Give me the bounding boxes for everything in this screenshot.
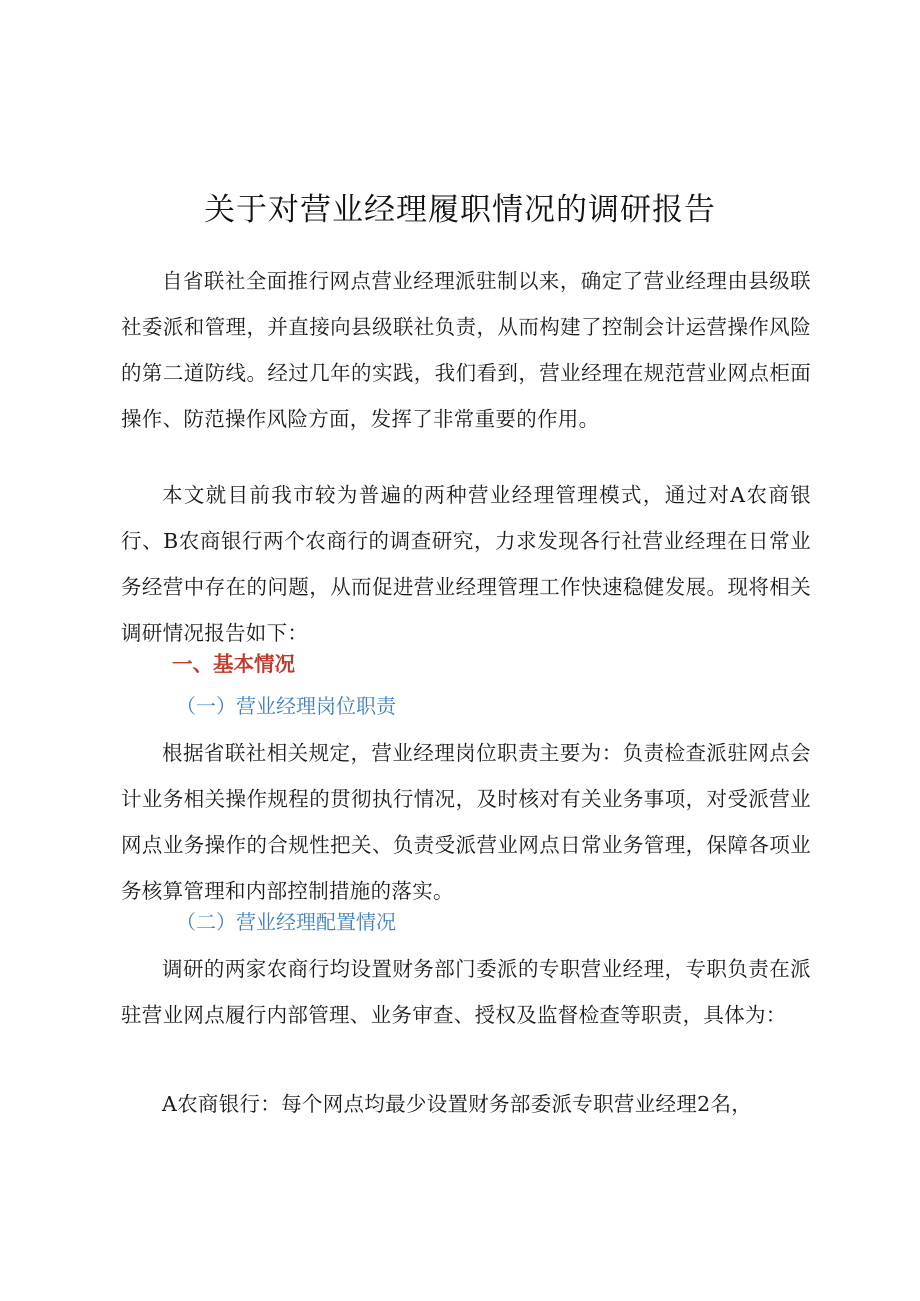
subsection-heading-staffing: （二）营业经理配置情况	[176, 910, 396, 934]
paragraph-duties: 根据省联社相关规定，营业经理岗位职责主要为：负责检查派驻网点会计业务相关操作规程的贯彻执行情况，及时核对有关业务事项，对受派营业网点业务操作的合规性把关、负责受派营业网点日常业务管理，保障各项业务核算管理和内部控制措施的落实。	[121, 741, 811, 903]
section-heading-basic-situation: 一、基本情况	[172, 652, 295, 676]
paragraph-intro: 自省联社全面推行网点营业经理派驻制以来，确定了营业经理由县级联社委派和管理，并直接向县级联社负责，从而构建了控制会计运营操作风险的第二道防线。经过几年的实践，我们看到，营业经理在规范营业网点柜面操作、防范操作风险方面，发挥了非常重要的作用。	[121, 269, 811, 431]
paragraph-purpose: 本文就目前我市较为普遍的两种营业经理管理模式，通过对A农商银行、B农商银行两个农商行的调查研究，力求发现各行社营业经理在日常业务经营中存在的问题，从而促进营业经理管理工作快速稳健发展。现将相关调研情况报告如下：	[121, 483, 811, 645]
paragraph-bank-a: A农商银行：每个网点均最少设置财务部委派专职营业经理2名，	[162, 1092, 753, 1116]
subsection-heading-duties: （一）营业经理岗位职责	[176, 694, 396, 718]
paragraph-staffing: 调研的两家农商行均设置财务部门委派的专职营业经理，专职负责在派驻营业网点履行内部管理、业务审查、授权及监督检查等职责，具体为：	[121, 957, 811, 1027]
document-title: 关于对营业经理履职情况的调研报告	[204, 192, 716, 228]
